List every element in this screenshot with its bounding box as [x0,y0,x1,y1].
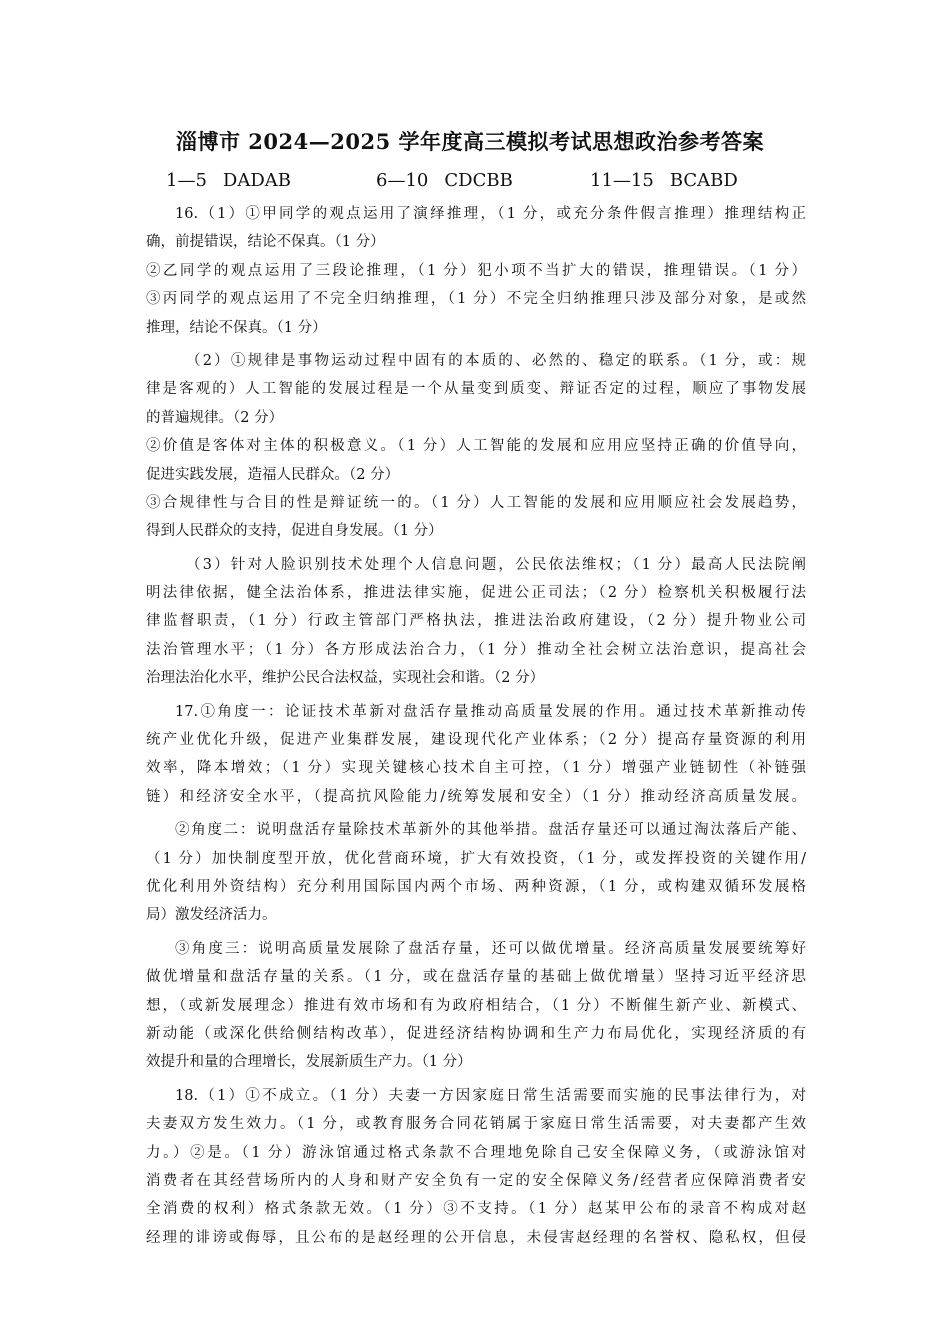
text-line: 的普遍规律。（2 分） [146,409,284,426]
mc-answers: BCABD [669,170,738,191]
text-line: 链）和经济安全水平，（提高抗风险能力/统筹发展和安全）（1 分）推动经济高质量发展。 [146,788,806,805]
text-line: （3）针对人脸识别技术处理个人信息问题，公民依法维权；（1 分）最高人民法院阐 [186,556,806,573]
text-line: 新动能（或深化供给侧结构改革），促进经济结构协调和生产力布局优化，实现经济质的有 [146,1025,806,1042]
mc-answers: CDCBB [444,170,513,191]
text-line: 经理的诽谤或侮辱，且公布的是赵经理的公开信息，未侵害赵经理的名誉权、隐私权，但侵 [146,1229,806,1246]
text-line: ②价值是客体对主体的积极意义。（1 分）人工智能的发展和应用应坚持正确的价值导向， [146,438,806,455]
text-line: 全消费的权利）格式条款无效。（1 分）③不支持。（1 分）赵某甲公布的录音不构成对赵 [146,1201,806,1218]
text-line: 17.①角度一：论证技术革新对盘活存量推动高质量发展的作用。通过技术革新推动传 [175,703,806,720]
text-line: 明法律依据，健全法治体系，推进法律实施，促进公正司法；（2 分）检察机关积极履行法 [146,585,806,602]
text-line: 局）激发经济活力。 [146,907,277,924]
text-line: 律监督职责，（1 分）行政主管部门严格执法，推进法治政府建设，（2 分）提升物业公司 [146,613,806,630]
page-title: 淄博市 2024—2025 学年度高三模拟考试思想政治参考答案 [175,129,764,154]
text-line: 得到人民群众的支持，促进自身发展。（1 分） [146,523,443,540]
text-line: ③合规律性与合目的性是辩证统一的。（1 分）人工智能的发展和应用顺应社会发展趋势， [146,494,806,511]
text-line: （2）①规律是事物运动过程中固有的本质的、必然的、稳定的联系。（1 分，或：规 [186,352,806,369]
text-line: 效提升和量的合理增长，发展新质生产力。（1 分） [146,1054,472,1071]
text-line: ③角度三：说明高质量发展除了盘活存量，还可以做优增量。经济高质量发展要统筹好 [175,940,806,957]
text-line: 消费者在其经营场所内的人身和财产安全负有一定的安全保障义务/经营者应保障消费者安 [146,1172,806,1189]
mc-answers: DADAB [222,170,291,191]
text-line: 18.（1）①不成立。（1 分）夫妻一方因家庭日常生活需要而实施的民事法律行为，对 [175,1087,806,1104]
text-line: 力。）②是。（1 分）游泳馆通过格式条款不合理地免除自己安全保障义务，（或游泳馆对 [146,1144,806,1161]
mc-range: 6—10 [376,170,429,191]
text-line: ③丙同学的观点运用了不完全归纳推理，（1 分）不完全归纳推理只涉及部分对象，是或然 [146,291,806,308]
text-line: 效率，降本增效；（1 分）实现关键核心技术自主可控，（1 分）增强产业链韧性（补链强 [146,760,806,777]
text-line: （1 分）加快制度型开放，优化营商环境，扩大有效投资，（1 分，或发挥投资的关键作用/ [146,850,806,867]
mc-range: 11—15 [590,170,654,191]
text-line: 法治管理水平；（1 分）各方形成法治合力，（1 分）推动全社会树立法治意识，提高社会 [146,641,806,658]
text-line: 夫妻双方发生效力。（1 分，或教育服务合同花销属于家庭日常生活需要，对夫妻都产生效 [146,1116,806,1133]
text-line: 优化利用外资结构）充分利用国际国内两个市场、两种资源，（1 分，或构建双循环发展格 [146,878,806,895]
text-line: 确，前提错误，结论不保真。（1 分） [146,234,385,251]
text-line: 做优增量和盘活存量的关系。（1 分，或在盘活存量的基础上做优增量）坚持习近平经济思 [146,969,806,986]
mc-range: 1—5 [166,170,207,191]
answer-body [146,200,806,1252]
mc-group-1 [166,170,291,191]
mc-group-3 [590,170,738,191]
text-line: 律是客观的）人工智能的发展过程是一个从量变到质变、辩证否定的过程，顺应了事物发展 [146,381,806,398]
text-line: 治理法治化水平，维护公民合法权益，实现社会和谐。（2 分） [146,670,545,687]
text-line: 推理，结论不保真。（1 分） [146,319,327,336]
text-line: ②角度二：说明盘活存量除技术革新外的其他举措。盘活存量还可以通过淘汰落后产能、 [175,822,806,839]
mc-group-2 [376,170,513,191]
text-line: 促进实践发展，造福人民群众。（2 分） [146,466,400,483]
text-line: 统产业优化升级，促进产业集群发展，建设现代化产业体系；（2 分）提高存量资源的利用 [146,732,806,749]
text-line: ②乙同学的观点运用了三段论推理，（1 分）犯小项不当扩大的错误，推理错误。（1 分） [146,262,806,279]
text-line: 想，（或新发展理念）推进有效市场和有为政府相结合，（1 分）不断催生新产业、新模式、 [146,997,806,1014]
text-line: 16.（1）①甲同学的观点运用了演绎推理，（1 分，或充分条件假言推理）推理结构正 [175,206,806,222]
